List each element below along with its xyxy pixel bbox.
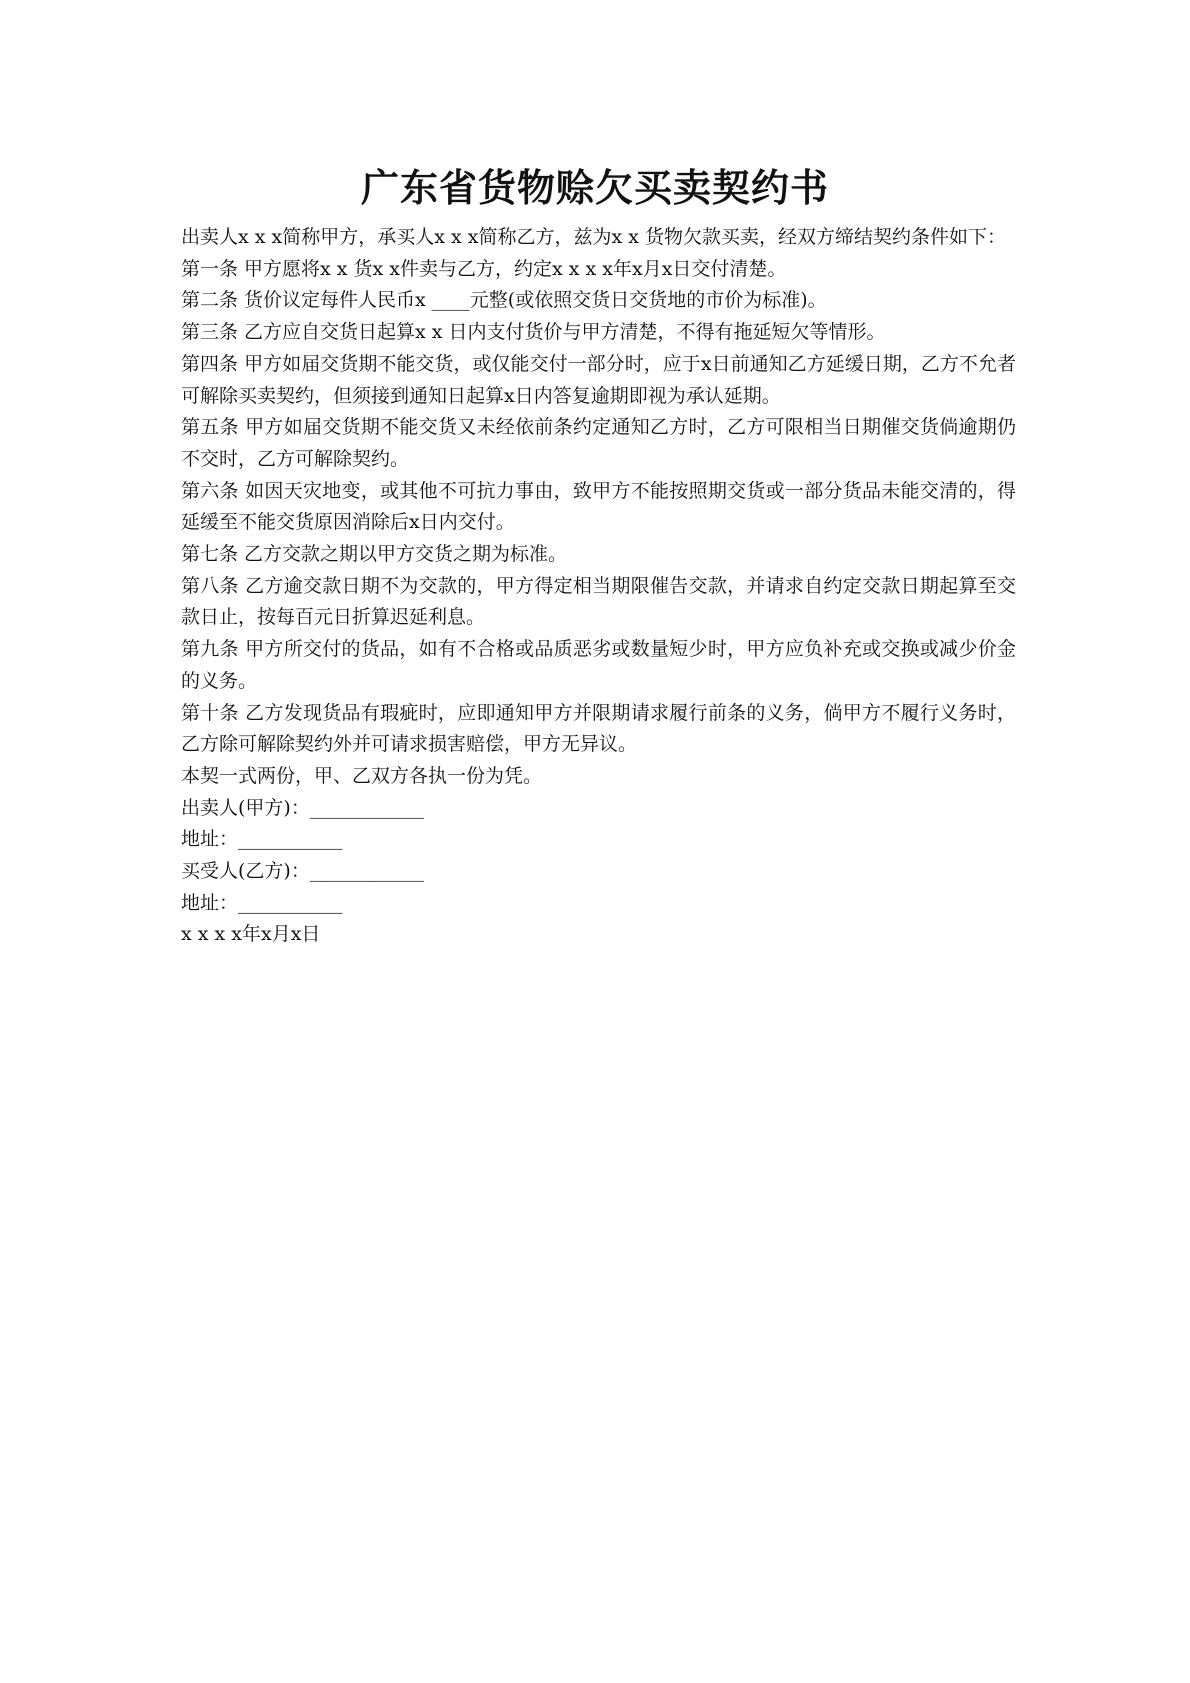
article-5: 第五条 甲方如届交货期不能交货又未经依前条约定通知乙方时，乙方可限相当日期催交货倘逾期仍不交时，乙方可解除契约。 bbox=[181, 416, 1016, 470]
article-4: 第四条 甲方如届交货期不能交货，或仅能交付一部分时，应于x日前通知乙方延缓日期，乙方不允者可解除买卖契约，但须接到通知日起算x日内答复逾期即视为承认延期。 bbox=[181, 352, 1016, 407]
seller-signature-line: 出卖人(甲方)：____________ bbox=[181, 796, 424, 819]
article-7: 第七条 乙方交款之期以甲方交货之期为标准。 bbox=[181, 543, 568, 566]
article-8: 第八条 乙方逾交款日期不为交款的，甲方得定相当期限催告交款，并请求自约定交款日期起算至交款日止，按每百元日折算迟延利息。 bbox=[181, 574, 1016, 629]
date-line: x x x x年x月x日 bbox=[181, 923, 321, 946]
article-6: 第六条 如因天灾地变，或其他不可抗力事由，致甲方不能按照期交货或一部分货品未能交清的，得延缓至不能交货原因消除后x日内交付。 bbox=[181, 479, 1016, 534]
article-1: 第一条 甲方愿将x x 货x x件卖与乙方，约定x x x x年x月x日交付清楚。 bbox=[181, 257, 787, 280]
document-body bbox=[181, 222, 1016, 951]
article-10: 第十条 乙方发现货品有瑕疵时，应即通知甲方并限期请求履行前条的义务，倘甲方不履行义务时，乙方除可解除契约外并可请求损害赔偿，甲方无异议。 bbox=[181, 701, 1016, 756]
document-title: 广东省货物赊欠买卖契约书 bbox=[360, 166, 829, 210]
buyer-address-line: 地址：___________ bbox=[181, 891, 343, 914]
article-9: 第九条 甲方所交付的货品，如有不合格或品质恶劣或数量短少时，甲方应负补充或交换或减少价金的义务。 bbox=[181, 638, 1016, 692]
buyer-signature-line: 买受人(乙方)：____________ bbox=[181, 860, 424, 883]
intro-paragraph: 出卖人x x x简称甲方，承买人x x x简称乙方，兹为x x 货物欠款买卖，经双方缔结契约条件如下： bbox=[181, 226, 1006, 248]
closing-paragraph: 本契一式两份，甲、乙双方各执一份为凭。 bbox=[181, 764, 543, 787]
seller-address-line: 地址：___________ bbox=[181, 828, 343, 851]
article-2: 第二条 货价议定每件人民币x ____元整(或依照交货日交货地的市价为标准)。 bbox=[181, 289, 827, 312]
article-3: 第三条 乙方应自交货日起算x x 日内支付货价与甲方清楚，不得有拖延短欠等情形。 bbox=[181, 321, 886, 344]
